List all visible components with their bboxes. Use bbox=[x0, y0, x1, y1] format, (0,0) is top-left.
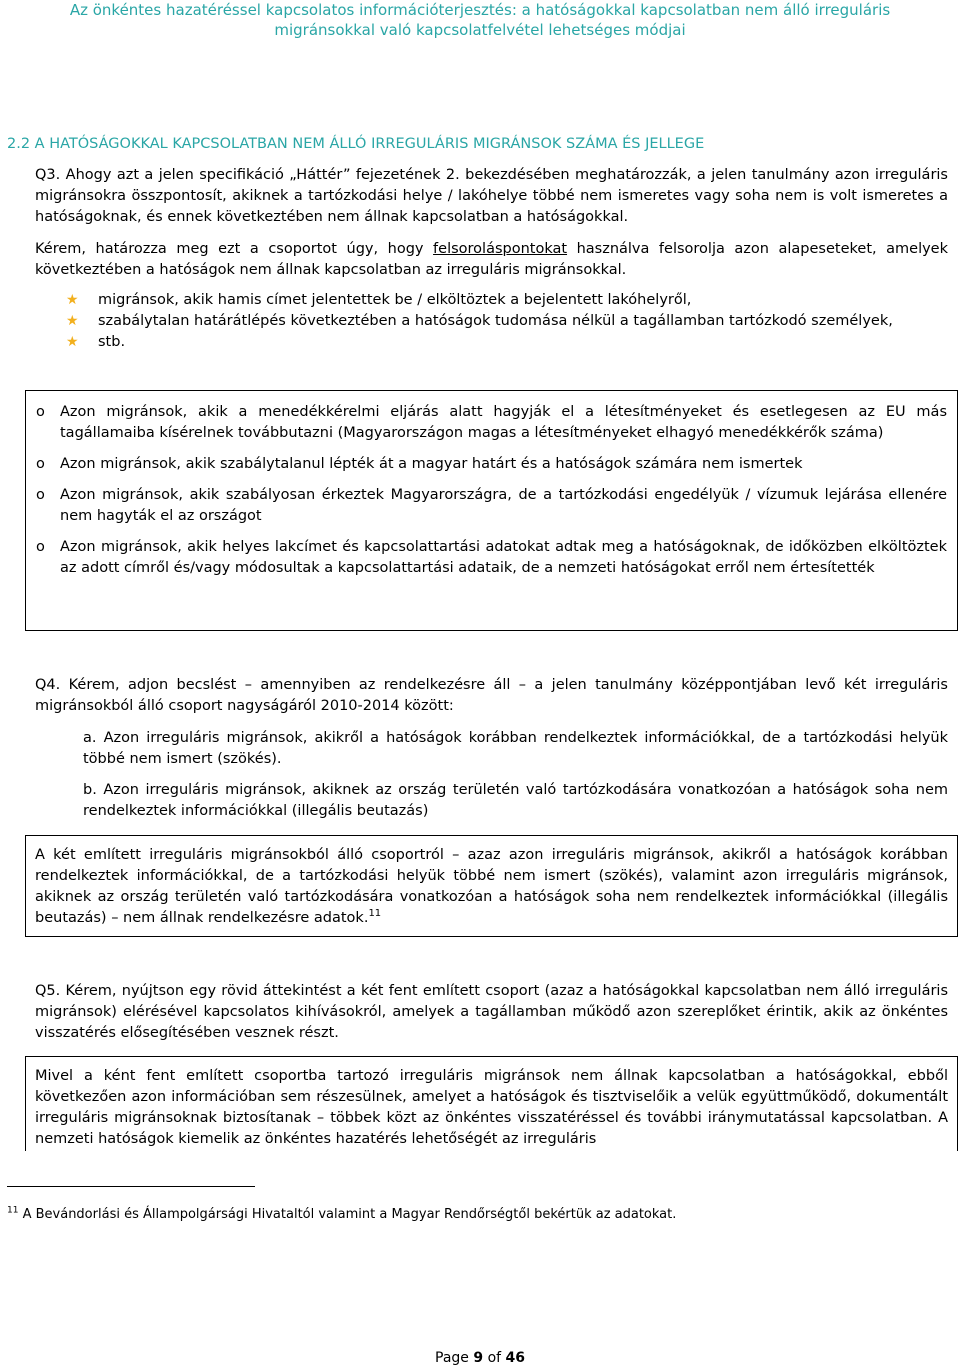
list-item-text: Azon migránsok, akik szabálytalanul lépték át a magyar határt és a hatóságok számára nem ismertek bbox=[60, 456, 803, 472]
list-item-text: szabálytalan határátlépés következtében a hatóságok tudomása nélkül a tagállamban tartózkodó személyek, bbox=[98, 313, 893, 329]
q4-question: Q4. Kérem, adjon becslést – amennyiben az rendelkezésre áll – a jelen tanulmány középpontjában levő két irreguláris migránsokból álló csoport nagyságáról 2010-2014 között: bbox=[35, 677, 948, 714]
page-label: Page bbox=[435, 1350, 469, 1366]
q3-request-after: használva felsorolja azon alapeseteket, amelyek következtében a hatóságok nem állnak kapcsolatban az irreguláris migránsokkal. bbox=[35, 241, 949, 278]
list-item bbox=[66, 290, 948, 311]
page-total: 46 bbox=[505, 1350, 525, 1366]
page-number bbox=[0, 1348, 960, 1369]
bullet-points-link: felsoroláspontokat bbox=[433, 241, 568, 257]
q3-request-before: Kérem, határozza meg ezt a csoportot úgy, hogy bbox=[35, 241, 434, 257]
q4-item-a: a. Azon irreguláris migránsok, akikről a hatóságok korábban rendelkeztek információkkal, de a tartózkodási helyük többé nem ismert (szökés). bbox=[83, 730, 948, 767]
star-icon: ★ bbox=[66, 313, 79, 329]
star-icon: ★ bbox=[66, 334, 79, 350]
circle-bullet-icon: o bbox=[36, 487, 45, 503]
q3-bullet-list bbox=[66, 290, 948, 353]
circle-bullet-icon: o bbox=[36, 539, 45, 555]
q5-question: Q5. Kérem, nyújtson egy rövid áttekintést a két fent említett csoport (azaz a hatóságokkal kapcsolatban nem álló irreguláris migránsok) elérésével kapcsolatos kihívásokról, amelyek a tagállamban működő azon szereplőket érintik, akik az önkéntes visszatérés elősegítésében vesznek részt. bbox=[35, 983, 948, 1041]
header-line-1: Az önkéntes hazatéréssel kapcsolatos információterjesztés: a hatóságokkal kapcsolatban nem álló irreguláris bbox=[69, 1, 891, 19]
footnote-number: 11 bbox=[7, 1205, 19, 1216]
footnote-ref[interactable]: 11 bbox=[368, 908, 382, 920]
footnote-divider bbox=[7, 1186, 255, 1187]
circle-bullet-icon: o bbox=[36, 404, 45, 420]
list-item bbox=[66, 332, 948, 353]
list-item bbox=[36, 537, 947, 579]
q4-subitems bbox=[83, 728, 948, 832]
page-of: of bbox=[487, 1350, 502, 1366]
running-header bbox=[0, 0, 960, 40]
circle-bullet-icon: o bbox=[36, 456, 45, 472]
answer-box-q3 bbox=[25, 390, 958, 631]
answer-q5-text: Mivel a ként fent említett csoportba tartozó irreguláris migránsok nem állnak kapcsolatban a hatóságokkal, ebből következően azon információban sem részesülnek, amelyet a hatóságok és tisztviselőik a velük együttműködő, dokumentált irreguláris migránsoknak biztosítanak – többek közt az önkéntes visszatéréssel és további iránymutatással kapcsolatban. A nemzeti hatóságok kiemelik az önkéntes hazatérés lehetőségét az irreguláris bbox=[35, 1068, 948, 1147]
list-item-text: Azon migránsok, akik szabályosan érkeztek Magyarországra, de a tartózkodási engedélyük / vízumuk lejárása ellenére nem hagyták el az országot bbox=[60, 487, 947, 524]
list-item-text: stb. bbox=[98, 334, 126, 350]
q3-question: Q3. Ahogy azt a jelen specifikáció „Háttér” fejezetének 2. bekezdésében meghatározzák, a jelen tanulmány azon irreguláris migránsokra összpontosít, akiknek a tartózkodási helye / lakóhelye többé nem ismeretes vagy soha nem is volt ismeretes a hatóságoknak, és ennek következtében nem állnak kapcsolatban a hatóságokkal. bbox=[35, 167, 948, 225]
header-line-2: migránsokkal való kapcsolatfelvétel lehetséges módjai bbox=[274, 21, 686, 39]
list-item bbox=[66, 311, 948, 332]
list-item-text: migránsok, akik hamis címet jelentettek be / elköltöztek a bejelentett lakóhelyről, bbox=[98, 292, 692, 308]
list-item bbox=[36, 485, 947, 527]
answer-box-q5 bbox=[25, 1056, 958, 1151]
q4-item-b: b. Azon irreguláris migránsok, akiknek az ország területén való tartózkodására vonatkozóan a hatóságok soha nem rendelkeztek információkkal (illegális beutazás) bbox=[83, 782, 948, 819]
page-current: 9 bbox=[473, 1350, 484, 1366]
q3-request bbox=[35, 239, 948, 281]
star-icon: ★ bbox=[66, 292, 79, 308]
answer-q4-paragraph bbox=[35, 845, 948, 929]
list-item bbox=[36, 454, 947, 475]
list-item-text: Azon migránsok, akik helyes lakcímet és kapcsolattartási adatokat adtak meg a hatóságoknak, de időközben elköltöztek az adott címről és/vagy módosultak a kapcsolattartási adataik, de a nemzeti hatóságokat erről nem értesítették bbox=[60, 539, 947, 576]
answer-box-q4 bbox=[25, 835, 958, 937]
footnote-text: A Bevándorlási és Állampolgársági Hivataltól valamint a Magyar Rendőrségtől bekértük az adatokat. bbox=[22, 1207, 677, 1222]
answer-q4-text: A két említett irreguláris migránsokból álló csoportról – azaz azon irreguláris migránsok, akikről a hatóságok korábban rendelkeztek információkkal, de a tartózkodási helyük többé nem ismert (szökés), valamint azon irreguláris migránsok, akiknek az ország területén való tartózkodására vonatkozóan a hatóságok soha nem rendelkeztek információkkal (illegális beutazás) – nem állnak rendelkezésre adatok. bbox=[35, 847, 948, 926]
footnote bbox=[7, 1205, 947, 1225]
section-heading: 2.2 A HATÓSÁGOKKAL KAPCSOLATBAN NEM ÁLLÓ IRREGULÁRIS MIGRÁNSOK SZÁMA ÉS JELLEGE bbox=[7, 136, 705, 152]
list-item bbox=[36, 402, 947, 444]
list-item-text: Azon migránsok, akik a menedékkérelmi eljárás alatt hagyják el a létesítményeket és esetlegesen az EU más tagállamaiba kísérelnek továbbutazni (Magyarországon magas a létesítményeket elhagyó menedékkérők száma) bbox=[60, 404, 947, 441]
